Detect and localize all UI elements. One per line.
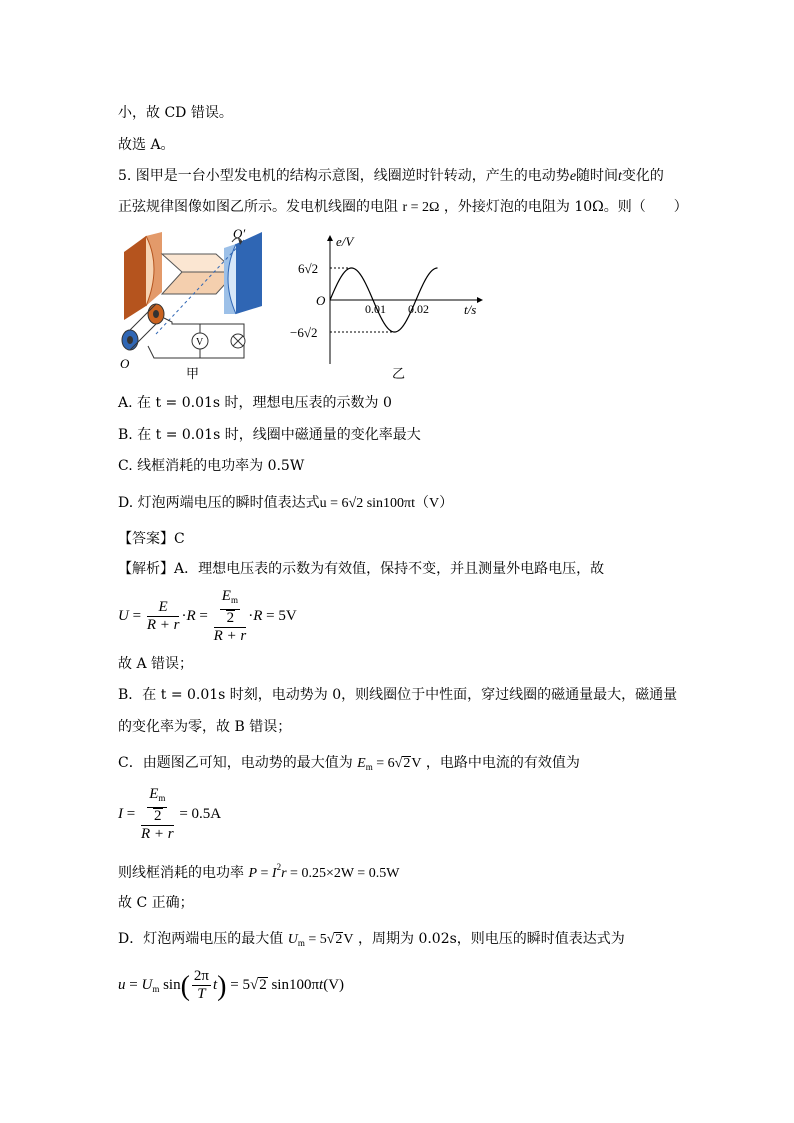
x-tick-label: 0.02 xyxy=(408,302,429,316)
prev-line-1: 小，故 CD 错误。 xyxy=(118,105,233,121)
option-c: C. 线框消耗的电功率为 0.5W xyxy=(118,458,305,474)
question-stem-line-1: 5. 图甲是一台小型发电机的结构示意图，线圈逆时针转动，产生的电动势e随时间t变化的 xyxy=(118,168,664,184)
formula-u-rms: U = $\frac{E}{R + r}$ ·R = $\frac{\frac{E_m}{2}}{R + r}$ ·R = 5V xyxy=(118,588,297,644)
y-axis-label: e/V xyxy=(336,234,354,249)
x-tick-label: 0.01 xyxy=(365,302,386,316)
fig-yi-label: 乙 xyxy=(392,366,406,380)
y-tick-label: 6√2 xyxy=(298,261,319,276)
formula-current-rms: I = $\frac{\frac{E_m}{2}}{R + r}$ = 0.5A xyxy=(118,786,222,842)
origin-label: O xyxy=(316,293,326,308)
formula-instant-voltage: $u = U_m$ sin( $\frac{2\pi}{T}$ t) = 5√2 sin100πt(V) xyxy=(118,968,345,1002)
prev-line-2: 故选 A。 xyxy=(118,137,175,153)
question-stem-line-2: 正弦规律图像如图乙所示。发电机线圈的电阻 r = 2Ω ，外接灯泡的电阻为 10Ω。则（ ） xyxy=(118,199,688,215)
analysis-a-intro: 【解析】A．理想电压表的示数为有效值，保持不变，并且测量外电路电压，故 xyxy=(118,561,605,577)
analysis-c-line-1: C．由题图乙可知，电动势的最大值为 $E_m = 6√2V$ ，电路中电流的有效值为 xyxy=(118,755,580,772)
x-axis-label: t/s xyxy=(464,302,477,317)
voltmeter-label: V xyxy=(196,337,204,348)
generator-diagram xyxy=(116,222,284,384)
analysis-b-line-2: 的变化率为零，故 B 错误； xyxy=(118,719,292,735)
emf-sine-chart xyxy=(284,228,494,380)
o-label: O xyxy=(120,356,130,371)
option-a: A. 在 t = 0.01s 时，理想电压表的示数为 0 xyxy=(118,395,392,411)
fig-jia-label: 甲 xyxy=(186,366,200,381)
option-d: D. 灯泡两端电压的瞬时值表达式u = 6√2 sin100πt（V） xyxy=(118,495,454,511)
option-d-expression: u = 6√2 sin100πt（V） xyxy=(319,496,454,511)
analysis-c-power: 则线框消耗的电功率 $P = I^2r = 0.25\times 2W = 0.5W$ xyxy=(118,862,400,881)
analysis-d-line-1: D．灯泡两端电压的最大值 $U_m = 5√2V$ ，周期为 0.02s，则电压的瞬时值表达式为 xyxy=(118,931,625,948)
y-tick-label: −6√2 xyxy=(290,325,318,340)
analysis-c-end: 故 C 正确； xyxy=(118,895,194,911)
answer-line: 【答案】C xyxy=(118,531,185,547)
analysis-b-line-1: B．在 t = 0.01s 时刻，电动势为 0，则线圈位于中性面，穿过线圈的磁通量最大，磁通量 xyxy=(118,687,678,703)
o-prime-label: O′ xyxy=(233,226,246,241)
option-b: B. 在 t = 0.01s 时，线圈中磁通量的变化率最大 xyxy=(118,427,421,443)
analysis-a-end: 故 A 错误； xyxy=(118,656,194,672)
